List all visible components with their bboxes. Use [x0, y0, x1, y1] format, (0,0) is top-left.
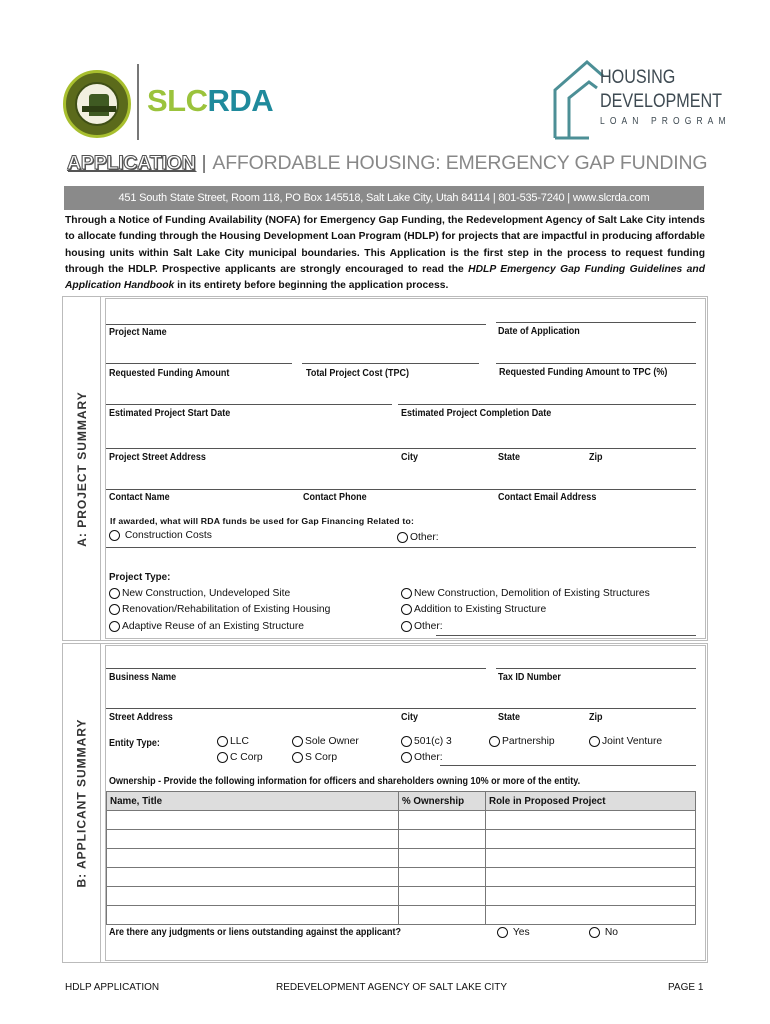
radio-circle-icon	[109, 530, 120, 541]
project-name-label: Project Name	[109, 327, 167, 338]
table-header-ownership: % Ownership	[399, 792, 486, 811]
total-project-cost-field[interactable]	[302, 363, 479, 364]
table-cell[interactable]	[107, 906, 399, 925]
table-header-name: Name, Title	[107, 792, 399, 811]
date-of-application-label: Date of Application	[498, 326, 580, 337]
total-project-cost-label: Total Project Cost (TPC)	[306, 368, 409, 379]
c-corp-radio[interactable]: C Corp	[217, 752, 263, 763]
project-address-field[interactable]	[106, 448, 696, 449]
contact-name-label: Contact Name	[109, 492, 170, 503]
radio-circle-icon	[109, 621, 120, 632]
entity-type-label: Entity Type:	[109, 738, 160, 749]
page-title: APPLICATION | AFFORDABLE HOUSING: EMERGENCY GAP FUNDING	[67, 152, 708, 174]
completion-date-field[interactable]	[398, 404, 696, 405]
table-cell[interactable]	[107, 849, 399, 868]
contact-phone-label: Contact Phone	[303, 492, 367, 503]
tax-id-field[interactable]	[496, 668, 696, 669]
hdlp-wordmark	[600, 66, 731, 128]
table-cell[interactable]	[486, 830, 696, 849]
radio-circle-icon	[497, 927, 508, 938]
radio-circle-icon	[109, 588, 120, 599]
project-type-label: Project Type:	[109, 572, 171, 583]
table-row	[107, 906, 696, 925]
table-cell[interactable]	[107, 887, 399, 906]
start-date-label: Estimated Project Start Date	[109, 408, 231, 419]
business-name-label: Business Name	[109, 672, 177, 683]
radio-circle-icon	[401, 621, 412, 632]
joint-venture-radio[interactable]: Joint Venture	[589, 736, 662, 747]
radio-circle-icon	[217, 736, 228, 747]
addition-radio[interactable]: Addition to Existing Structure	[401, 604, 546, 615]
rda-seal-logo	[63, 70, 131, 138]
entity-other-radio[interactable]: Other:	[401, 752, 443, 763]
judgments-no-radio[interactable]: No	[589, 927, 618, 938]
table-cell[interactable]	[486, 849, 696, 868]
project-type-other-field[interactable]	[436, 635, 696, 636]
business-name-field[interactable]	[106, 668, 486, 669]
radio-circle-icon	[589, 927, 600, 938]
sole-owner-radio[interactable]: Sole Owner	[292, 736, 359, 747]
construction-costs-radio[interactable]: Construction Costs	[109, 530, 212, 541]
project-street-label: Project Street Address	[109, 452, 206, 463]
table-cell[interactable]	[399, 906, 486, 925]
radio-circle-icon	[401, 736, 412, 747]
table-cell[interactable]	[107, 868, 399, 887]
contact-email-label: Contact Email Address	[498, 492, 597, 503]
date-of-application-field[interactable]	[496, 322, 696, 323]
applicant-city-label: City	[401, 712, 419, 723]
table-cell[interactable]	[486, 868, 696, 887]
applicant-state-label: State	[498, 712, 521, 723]
table-cell[interactable]	[107, 830, 399, 849]
project-city-label: City	[401, 452, 419, 463]
501c3-radio[interactable]: 501(c) 3	[401, 736, 452, 747]
table-header-role: Role in Proposed Project	[486, 792, 696, 811]
applicant-summary-side-label: B: APPLICANT SUMMARY	[63, 644, 101, 962]
radio-circle-icon	[401, 752, 412, 763]
table-row	[107, 811, 696, 830]
requested-to-tpc-label: Requested Funding Amount to TPC (%)	[499, 367, 668, 378]
footer-center: REDEVELOPMENT AGENCY OF SALT LAKE CITY	[276, 982, 507, 993]
judgments-question: Are there any judgments or liens outstanding against the applicant?	[109, 927, 401, 938]
table-cell[interactable]	[486, 811, 696, 830]
radio-circle-icon	[292, 736, 303, 747]
footer-left: HDLP APPLICATION	[65, 982, 160, 993]
radio-circle-icon	[489, 736, 500, 747]
slcrda-wordmark: SLCRDA	[147, 83, 274, 118]
radio-circle-icon	[589, 736, 600, 747]
project-zip-label: Zip	[589, 452, 603, 463]
radio-circle-icon	[401, 588, 412, 599]
partnership-radio[interactable]: Partnership	[489, 736, 555, 747]
requested-funding-field[interactable]	[106, 363, 292, 364]
address-bar: 451 South State Street, Room 118, PO Box 145518, Salt Lake City, Utah 84114 | 801-535-7240 | www.slcrda.com	[64, 186, 704, 210]
project-type-other-radio[interactable]: Other:	[401, 621, 443, 632]
table-row	[107, 849, 696, 868]
table-row	[107, 830, 696, 849]
table-cell[interactable]	[399, 868, 486, 887]
s-corp-radio[interactable]: S Corp	[292, 752, 337, 763]
table-cell[interactable]	[399, 830, 486, 849]
adaptive-reuse-radio[interactable]: Adaptive Reuse of an Existing Structure	[109, 621, 304, 632]
funds-divider	[106, 547, 696, 548]
table-cell[interactable]	[486, 887, 696, 906]
table-cell[interactable]	[399, 849, 486, 868]
renovation-radio[interactable]: Renovation/Rehabilitation of Existing Housing	[109, 604, 330, 615]
tax-id-label: Tax ID Number	[498, 672, 561, 683]
table-cell[interactable]	[399, 811, 486, 830]
table-row	[107, 887, 696, 906]
applicant-address-field[interactable]	[106, 708, 696, 709]
radio-circle-icon	[109, 604, 120, 615]
new-construction-undeveloped-radio[interactable]: New Construction, Undeveloped Site	[109, 588, 290, 599]
start-date-field[interactable]	[106, 404, 392, 405]
contact-field[interactable]	[106, 489, 696, 490]
entity-other-field[interactable]	[440, 765, 696, 766]
applicant-zip-label: Zip	[589, 712, 603, 723]
hdlp-line2: DEVELOPMENT	[600, 91, 723, 112]
ownership-note: Ownership - Provide the following information for officers and shareholders owning 10% or more of the entity.	[109, 776, 581, 787]
project-state-label: State	[498, 452, 521, 463]
footer-page-number: PAGE 1	[668, 982, 704, 993]
table-cell[interactable]	[399, 887, 486, 906]
ownership-table	[106, 791, 696, 925]
radio-circle-icon	[217, 752, 228, 763]
requested-to-tpc-field[interactable]	[496, 363, 696, 364]
project-summary-side-label: A: PROJECT SUMMARY	[63, 297, 101, 640]
table-row	[107, 868, 696, 887]
table-cell[interactable]	[486, 906, 696, 925]
project-name-field[interactable]	[106, 324, 486, 325]
hdlp-line1: HOUSING	[600, 67, 676, 88]
applicant-street-label: Street Address	[109, 712, 173, 723]
judgments-yes-radio[interactable]: Yes	[497, 927, 530, 938]
requested-funding-label: Requested Funding Amount	[109, 368, 230, 379]
radio-circle-icon	[292, 752, 303, 763]
radio-circle-icon	[401, 604, 412, 615]
table-cell[interactable]	[107, 811, 399, 830]
new-construction-demolition-radio[interactable]: New Construction, Demolition of Existing Structures	[401, 588, 650, 599]
hdlp-line3: LOAN PROGRAM	[600, 116, 731, 127]
header-divider	[137, 64, 139, 140]
intro-paragraph: Through a Notice of Funding Availability (NOFA) for Emergency Gap Funding, the Redevelopment Agency of Salt Lake City intends to allocate funding through the Housing Development Loan Program (HDLP) for projects that are impactful in producing affordable housing units within Salt Lake City municipal boundaries. This Application is the first step in the process to request funding through the HDLP. Prospective applicants are strongly encouraged to read the HDLP Emergency Gap Funding Guidelines and Application Handbook in its entirety before beginning the application process.	[65, 215, 705, 292]
radio-circle-icon	[397, 532, 408, 543]
llc-radio[interactable]: LLC	[217, 736, 249, 747]
funds-question: If awarded, what will RDA funds be used for Gap Financing Related to:	[110, 516, 415, 526]
funds-other-radio[interactable]: Other:	[397, 532, 439, 543]
completion-date-label: Estimated Project Completion Date	[401, 408, 552, 419]
